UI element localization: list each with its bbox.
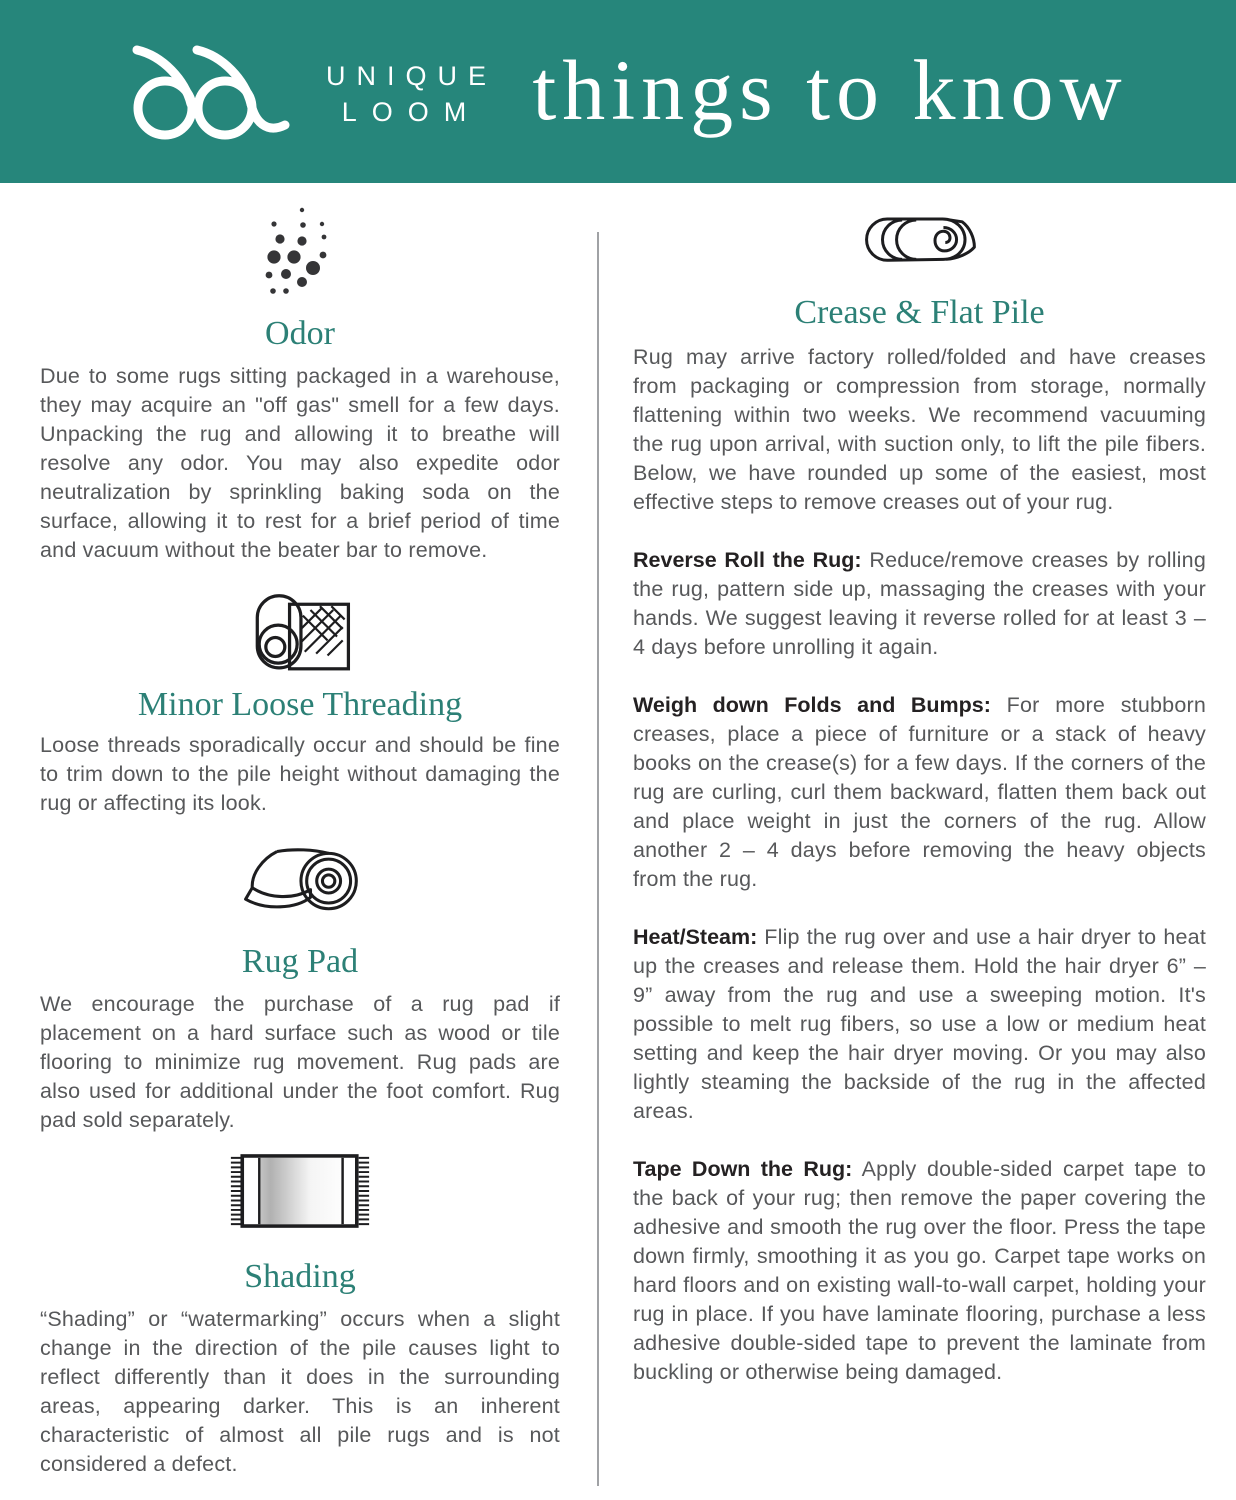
section-shading <box>40 1151 560 1479</box>
shaded-rug-icon <box>229 1151 371 1231</box>
tip-heat-steam-label: Heat/Steam: <box>633 925 758 949</box>
odor-heading: Odor <box>265 315 335 352</box>
tip-weigh-down <box>633 691 1206 894</box>
tip-reverse-roll <box>633 546 1206 662</box>
loose-threading-body: Loose threads sporadically occur and should be fine to trim down to the pile height without damaging the rug or affecting its look. <box>40 733 560 815</box>
rolled-rug-crosshatch-icon <box>244 581 356 675</box>
odor-dots-icon <box>252 204 348 300</box>
tip-tape-down-text: Apply double-sided carpet tape to the back of your rug; then remove the paper covering the adhesive and smooth the rug over the floor. Press the tape down firmly, smoothing it as you go. Carpet tape works on hard floors and on existing wall-to-wall carpet, holding your rug in place. If you have laminate flooring, purchase a less adhesive double-sided tape to prevent the laminate from buckling or otherwise being damaged. <box>633 1157 1206 1384</box>
rolled-rug-side-icon <box>860 214 980 269</box>
tip-tape-down-label: Tape Down the Rug: <box>633 1157 853 1181</box>
brand-logo <box>118 38 497 150</box>
odor-body: Due to some rugs sitting packaged in a warehouse, they may acquire an "off gas" smell for a few days. Unpacking the rug and allowing it to breathe will resolve any odor. You may also expedite odor neutralization by sprinkling baking soda on the surface, allowing it to rest for a brief period of time and vacuum without the beater bar to remove. <box>40 364 560 562</box>
brand-line1: UNIQUE <box>326 60 498 91</box>
crease-flat-pile-heading: Crease & Flat Pile <box>794 294 1045 331</box>
section-rug-pad <box>40 840 560 1135</box>
crease-intro: Rug may arrive factory rolled/folded and have creases from packaging or compression from storage, normally flattening within two weeks. We recommend vacuuming the rug upon arrival, with suction only, to lift the pile fibers. Below, we have rounded up some of the easiest, most effective steps to remove creases out of your rug. <box>633 345 1206 514</box>
column-divider <box>597 232 599 1486</box>
right-column <box>633 200 1206 1387</box>
page-title: things to know <box>532 42 1128 138</box>
tip-heat-steam-text: Flip the rug over and use a hair dryer to heat up the creases and release them. Hold the hair dryer 6” – 9” away from the rug and use a sweeping motion. It's possible to melt rug fibers, so use a low or medium heat setting and keep the hair dryer moving. Or you may also lightly steaming the backside of the rug in the affected areas. <box>633 925 1206 1123</box>
tip-tape-down <box>633 1155 1206 1387</box>
shading-heading: Shading <box>244 1258 356 1295</box>
tip-weigh-down-label: Weigh down Folds and Bumps: <box>633 693 991 717</box>
tip-heat-steam <box>633 923 1206 1126</box>
brand-line2: LOOM <box>341 97 482 127</box>
left-column <box>40 192 560 1479</box>
section-odor <box>40 204 560 565</box>
rug-pad-body: We encourage the purchase of a rug pad if placement on a hard surface such as wood or tile flooring to minimize rug movement. Rug pads are also used for additional under the foot comfort. Rug pad sold separately. <box>40 992 560 1132</box>
loose-threading-heading: Minor Loose Threading <box>137 686 463 723</box>
tip-weigh-down-text: For more stubborn creases, place a piece of furniture or a stack of heavy books on the crease(s) for a few days. If the corners of the rug are curling, curl them backward, flatten them back out and place weight in just the corners of the rug. Allow another 2 – 4 days before removing the heavy objects from the rug. <box>633 693 1206 891</box>
rug-pad-roll-icon <box>237 840 363 924</box>
section-crease-flat-pile <box>633 214 1206 1387</box>
tip-reverse-roll-label: Reverse Roll the Rug: <box>633 548 862 572</box>
shading-body: “Shading” or “watermarking” occurs when a slight change in the direction of the pile causes light to reflect differently than it does in the surrounding areas, appearing darker. This is an inherent characteristic of almost all pile rugs and is not considered a defect. <box>40 1307 560 1476</box>
unique-loom-logo-icon <box>118 38 304 150</box>
header-banner <box>0 0 1236 183</box>
section-loose-threading <box>40 581 560 818</box>
rug-pad-heading: Rug Pad <box>241 943 359 980</box>
tip-reverse-roll-text: Reduce/remove creases by rolling the rug, pattern side up, massaging the creases with your hands. We suggest leaving it reverse rolled for at least 3 – 4 days before unrolling it again. <box>633 548 1206 659</box>
